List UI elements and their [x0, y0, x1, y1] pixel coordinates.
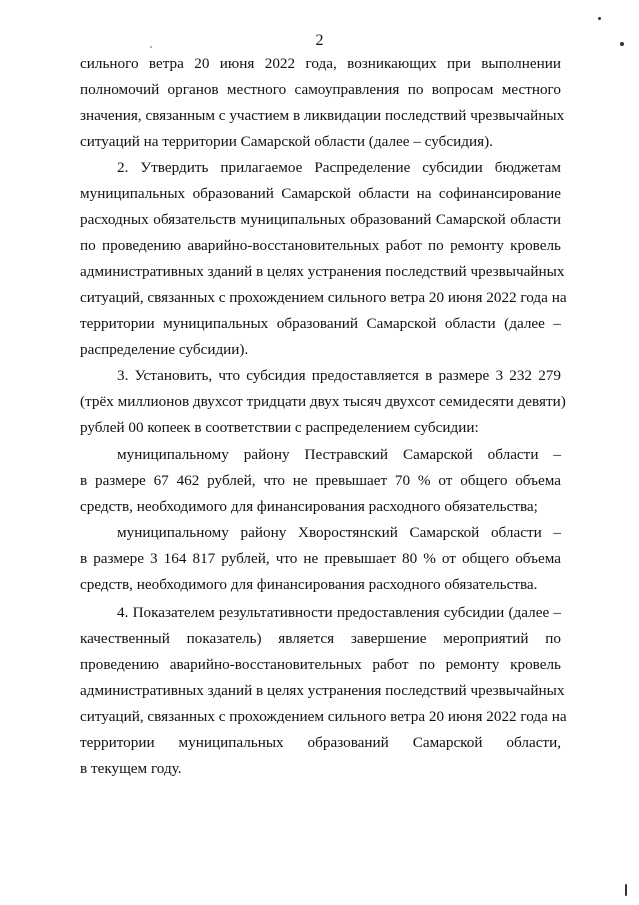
text-line: рублей 00 копеек в соответствии с распределением субсидии: — [80, 419, 479, 436]
text-line: территории муниципальных образований Самарской области, — [80, 734, 561, 751]
text-line: муниципальных образований Самарской области на софинансирование — [80, 185, 561, 202]
text-line: полномочий органов местного самоуправления по вопросам местного — [80, 81, 561, 98]
text-line: проведению аварийно-восстановительных работ по ремонту кровель — [80, 656, 561, 673]
scan-speck — [598, 17, 601, 20]
text-line: 4. Показателем результативности предоставления субсидии (далее – — [117, 604, 561, 621]
text-line: административных зданий в целях устранения последствий чрезвычайных — [80, 682, 565, 699]
text-line: муниципальному району Пестравский Самарской области – — [117, 446, 561, 463]
text-line: в размере 67 462 рублей, что не превышает 70 % от общего объема — [80, 472, 561, 489]
text-line: качественный показатель) является завершение мероприятий по — [80, 630, 561, 647]
text-line: ситуаций, связанных с прохождением сильного ветра 20 июня 2022 года на — [80, 289, 567, 306]
text-line: муниципальному району Хворостянский Самарской области – — [117, 524, 561, 541]
scan-speck — [620, 42, 624, 46]
text-line: сильного ветра 20 июня 2022 года, возникающих при выполнении — [80, 55, 561, 72]
text-line: значения, связанным с участием в ликвидации последствий чрезвычайных — [80, 107, 565, 124]
text-line: расходных обязательств муниципальных образований Самарской области — [80, 211, 561, 228]
text-line: средств, необходимого для финансирования расходного обязательства. — [80, 576, 538, 593]
page-number: 2 — [315, 32, 324, 49]
text-line: ситуаций, связанных с прохождением сильного ветра 20 июня 2022 года на — [80, 708, 567, 725]
text-line: распределение субсидии). — [80, 341, 249, 358]
text-line: (трёх миллионов двухсот тридцати двух тысяч двухсот семидесяти девяти) — [80, 393, 566, 410]
text-line: по проведению аварийно-восстановительных работ по ремонту кровель — [80, 237, 561, 254]
text-line: территории муниципальных образований Самарской области (далее – — [80, 315, 561, 332]
scan-speck — [625, 884, 627, 896]
text-line: средств, необходимого для финансирования расходного обязательства; — [80, 498, 538, 515]
text-line: в размере 3 164 817 рублей, что не превышает 80 % от общего объема — [80, 550, 561, 567]
text-line: административных зданий в целях устранения последствий чрезвычайных — [80, 263, 565, 280]
text-line: 2. Утвердить прилагаемое Распределение субсидии бюджетам — [117, 159, 561, 176]
text-line: в текущем году. — [80, 760, 182, 777]
scan-speck — [150, 46, 152, 48]
text-line: 3. Установить, что субсидия предоставляется в размере 3 232 279 — [117, 367, 561, 384]
text-line: ситуаций на территории Самарской области (далее – субсидия). — [80, 133, 493, 150]
